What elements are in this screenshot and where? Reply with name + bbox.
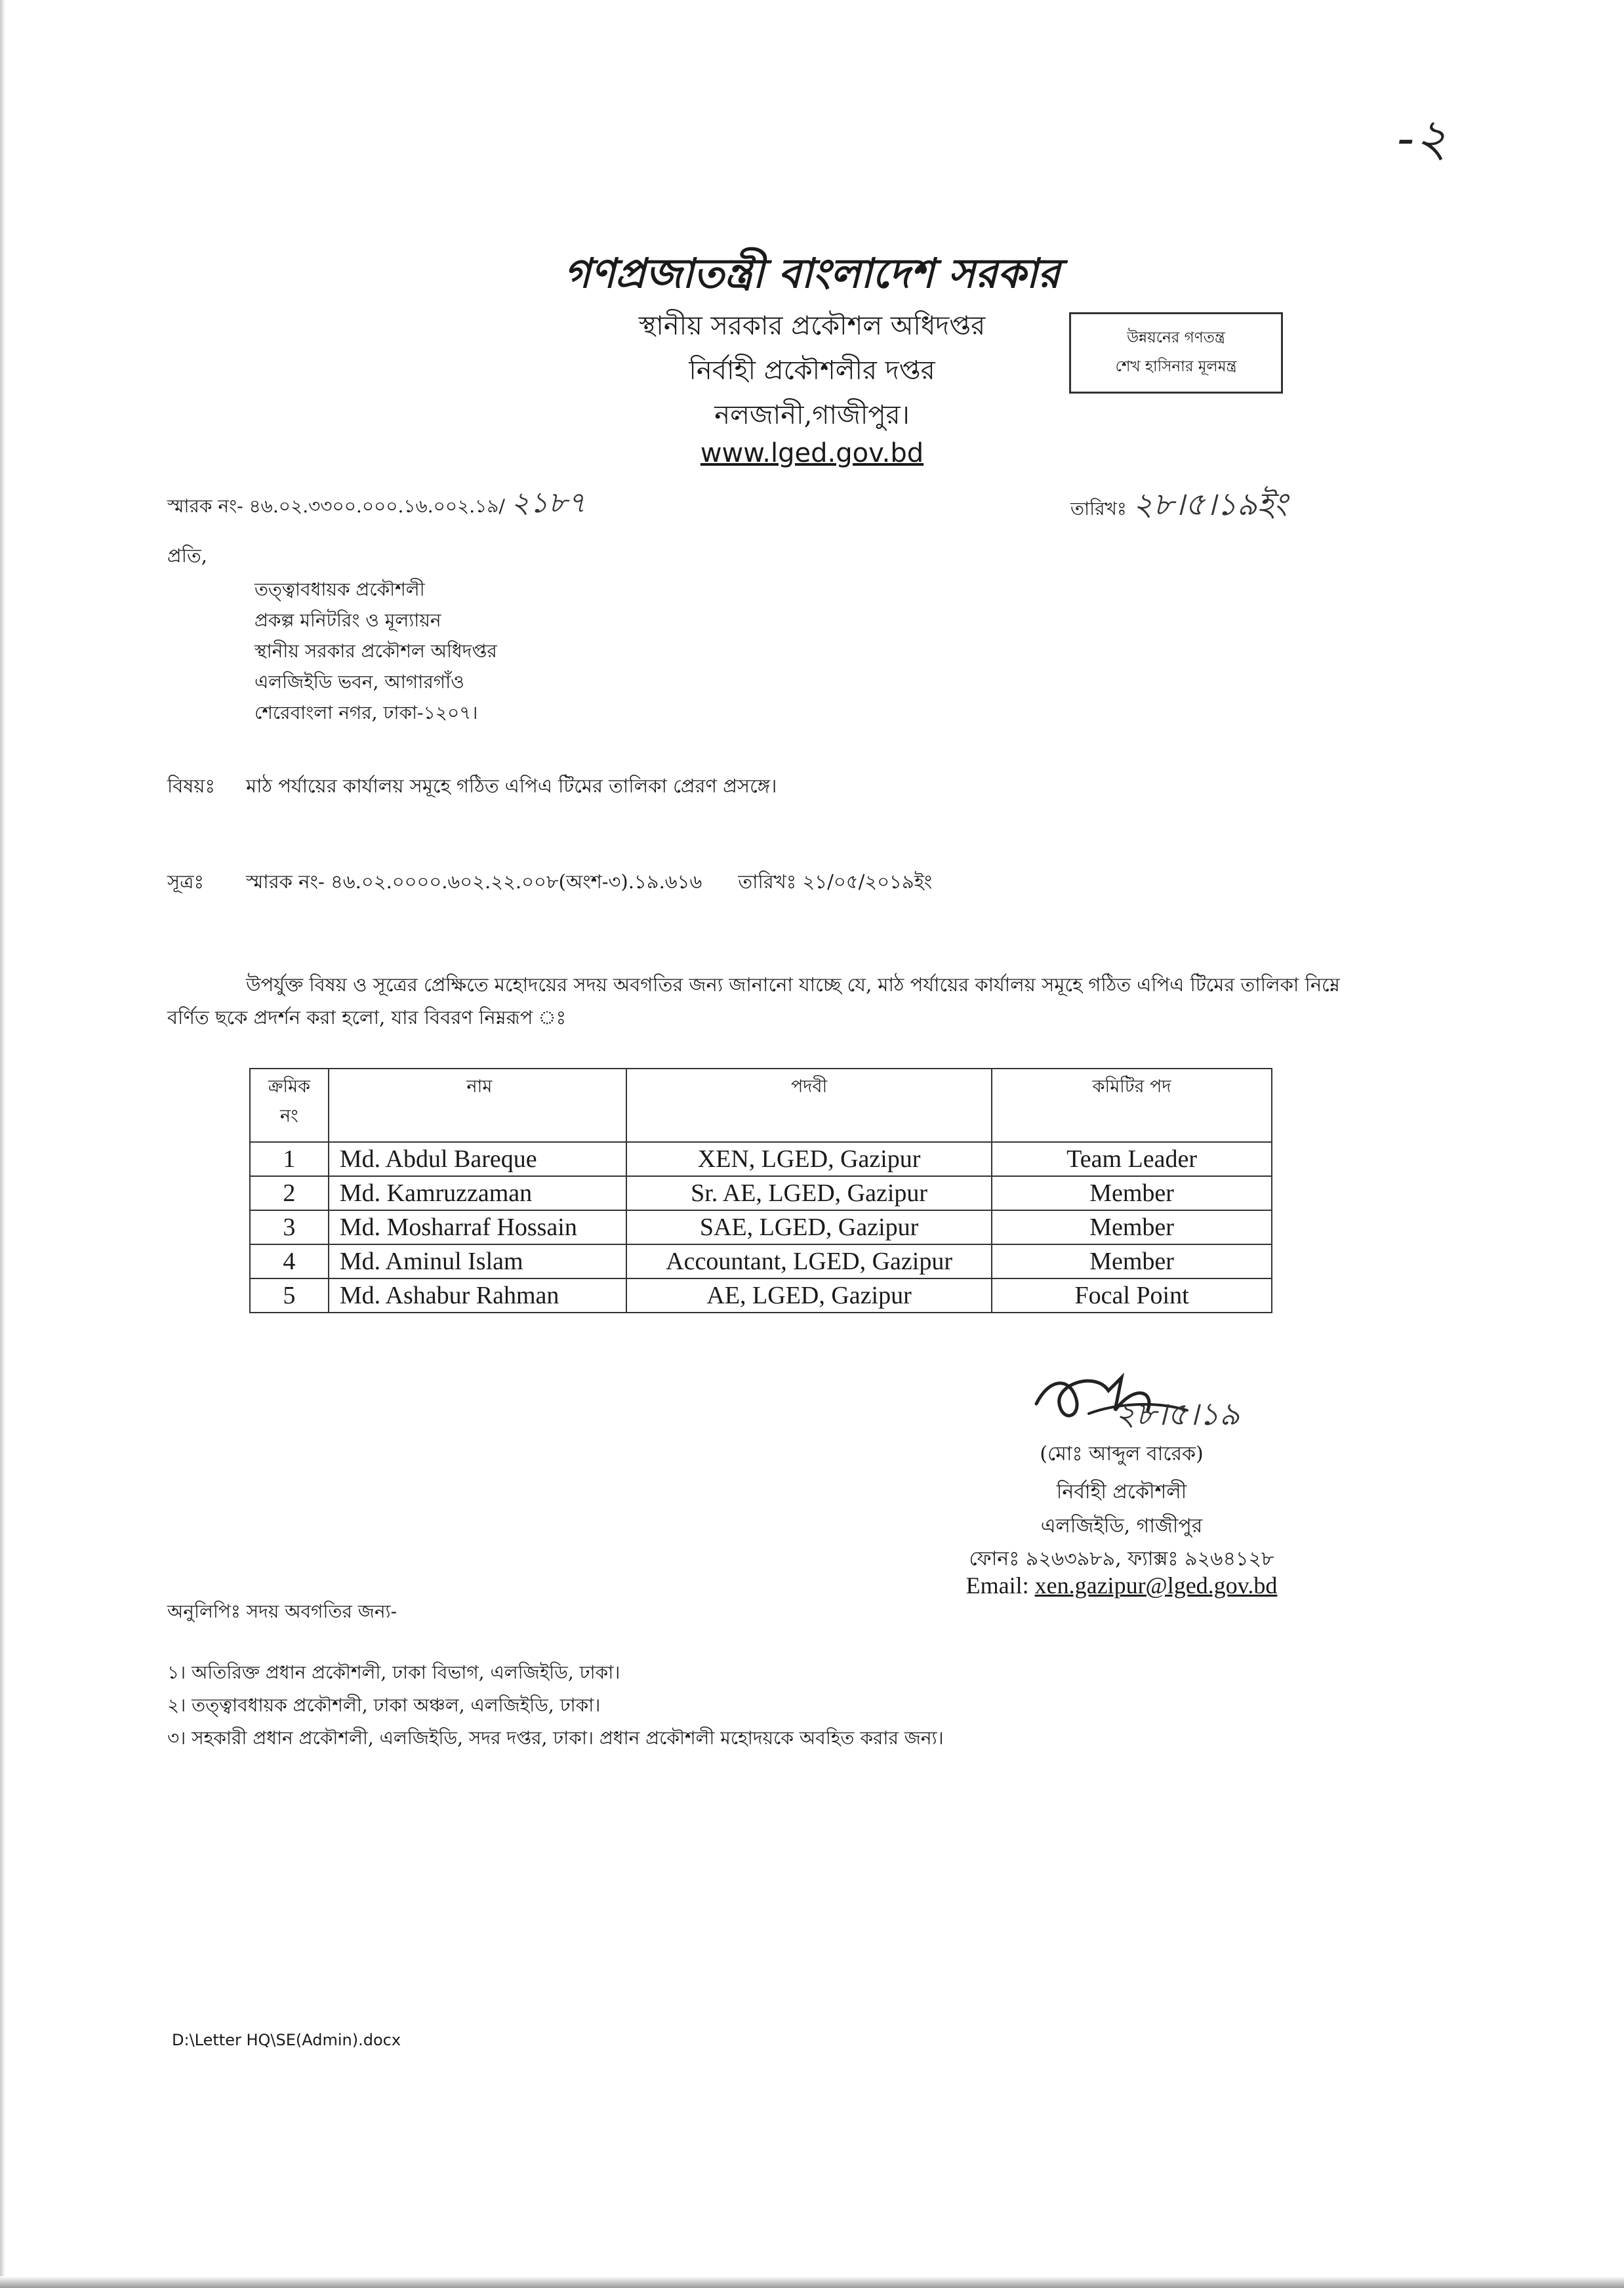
page-number: -২ [1397, 109, 1448, 168]
memo-label: স্মারক নং- ৪৬.০২.৩৩০০.০০০.১৬.০০২.১৯/ [167, 495, 505, 517]
cell-designation: SAE, LGED, Gazipur [626, 1210, 992, 1244]
copy-list [167, 1656, 944, 1755]
signatory-phone-fax: ফোনঃ ৯২৬৩৯৮৯, ফ্যাক্সঃ ৯২৬৪১২৮ [969, 1547, 1274, 1570]
table-row [250, 1278, 1272, 1313]
reference-label: সূত্রঃ [167, 870, 204, 893]
cell-designation: Sr. AE, LGED, Gazipur [626, 1176, 992, 1210]
header-role: কমিটির পদ [992, 1069, 1272, 1142]
office-location: নলজানী,গাজীপুর। [714, 400, 910, 430]
copy-item: ২। তত্ত্বাবধায়ক প্রকৌশলী, ঢাকা অঞ্চল, এলজিইডি, ঢাকা। [167, 1694, 601, 1716]
cell-name: Md. Aminul Islam [329, 1244, 626, 1278]
scan-shadow-bottom [0, 2276, 1624, 2288]
copy-label: অনুলিপিঃ সদয় অবগতির জন্য- [167, 1601, 397, 1622]
motto-line-1: উন্নয়নের গণতন্ত্র [1127, 329, 1225, 346]
cell-role: Member [992, 1244, 1272, 1278]
address-line: তত্ত্বাবধায়ক প্রকৌশলী [254, 579, 425, 600]
motto-line-2: শেখ হাসিনার মূলমন্ত্র [1115, 358, 1237, 375]
reference-date: তারিখঃ ২১/০৫/২০১৯ইং [738, 870, 933, 893]
copy-item: ১। অতিরিক্ত প্রধান প্রকৌশলী, ঢাকা বিভাগ, এলজিইডি, ঢাকা। [167, 1662, 620, 1683]
cell-role: Focal Point [992, 1278, 1272, 1313]
signatory-office: এলজিইডি, গাজীপুর [1040, 1515, 1203, 1538]
reference-line [167, 867, 932, 899]
table-row [250, 1244, 1272, 1278]
email-link[interactable]: xen.gazipur@lged.gov.bd [1034, 1572, 1278, 1599]
cell-designation: AE, LGED, Gazipur [626, 1278, 992, 1313]
cell-serial: 5 [250, 1278, 329, 1313]
cell-designation: Accountant, LGED, Gazipur [626, 1244, 992, 1278]
header-designation: পদবী [626, 1069, 992, 1142]
subject-label: বিষয়ঃ [167, 775, 215, 797]
memo-number-handwritten: ২১৮৭ [510, 486, 586, 520]
email-label: Email: [965, 1572, 1029, 1599]
body-paragraph: উপর্যুক্ত বিষয় ও সূত্রের প্রেক্ষিতে মহোদয়ের সদয় অবগতির জন্য জানানো যাচ্ছে যে, মাঠ পর্যায়ের কার্যালয় সমূহে গঠিত এপিএ টিমের তালিকা নিম্নে বর্ণিত ছকে প্রদর্শন করা হলো, যার বিবরণ নিম্নরূপ ঃ [167, 973, 1340, 1029]
header-serial: ক্রমিক নং [250, 1069, 329, 1142]
apa-team-table [249, 1068, 1272, 1313]
cell-name: Md. Ashabur Rahman [329, 1278, 626, 1313]
cell-serial: 4 [250, 1244, 329, 1278]
website-link[interactable]: www.lged.gov.bd [700, 438, 924, 468]
memo-number [167, 481, 586, 529]
signature-date-handwritten: ২৮।৫।১৯ [1115, 1396, 1240, 1433]
date-handwritten: ২৮।৫।১৯ইং [1132, 486, 1288, 523]
copy-item: ৩। সহকারী প্রধান প্রকৌশলী, এলজিইডি, সদর দপ্তর, ঢাকা। প্রধান প্রকৌশলী মহোদয়কে অবহিত করার জন্য। [167, 1727, 944, 1749]
reference-text: স্মারক নং- ৪৬.০২.০০০০.৬০২.২২.০০৮(অংশ-৩).১৯.৬১৬ [246, 870, 702, 893]
address-line: শেরেবাংলা নগর, ঢাকা-১২০৭। [254, 702, 478, 724]
table-row [250, 1176, 1272, 1210]
signatory-email [905, 1572, 1338, 1599]
cell-role: Team Leader [992, 1142, 1272, 1176]
date-label: তারিখঃ [1070, 498, 1127, 520]
cell-name: Md. Kamruzzaman [329, 1176, 626, 1210]
table-header-row [250, 1069, 1272, 1142]
subject-line [167, 771, 777, 804]
office-name: নির্বাহী প্রকৌশলীর দপ্তর [689, 356, 935, 386]
motto-box [1069, 312, 1283, 394]
subject-text: মাঠ পর্যায়ের কার্যালয় সমূহে গঠিত এপিএ টিমের তালিকা প্রেরণ প্রসঙ্গে। [246, 775, 777, 797]
address-line: স্থানীয় সরকার প্রকৌশল অধিদপ্তর [254, 640, 497, 662]
table-row [250, 1210, 1272, 1244]
cell-role: Member [992, 1176, 1272, 1210]
government-title: গণপ্রজাতন্ত্রী বাংলাদেশ সরকার [563, 249, 1061, 297]
memo-date [1070, 481, 1288, 533]
recipient-address [254, 574, 497, 728]
footer-file-path: D:\Letter HQ\SE(Admin).docx [172, 2031, 401, 2049]
cell-serial: 1 [250, 1142, 329, 1176]
cell-name: Md. Mosharraf Hossain [329, 1210, 626, 1244]
cell-role: Member [992, 1210, 1272, 1244]
header-name: নাম [329, 1069, 626, 1142]
cell-serial: 2 [250, 1176, 329, 1210]
recipient-label: প্রতি, [167, 544, 207, 567]
department-name: স্থানীয় সরকার প্রকৌশল অধিদপ্তর [638, 311, 986, 341]
cell-designation: XEN, LGED, Gazipur [626, 1142, 992, 1176]
signatory-name: (মোঃ আব্দুল বারেক) [1040, 1442, 1204, 1465]
address-line: এলজিইডি ভবন, আগারগাঁও [254, 671, 464, 693]
cell-name: Md. Abdul Bareque [329, 1142, 626, 1176]
signatory-designation: নির্বাহী প্রকৌশলী [1056, 1481, 1187, 1503]
cell-serial: 3 [250, 1210, 329, 1244]
address-line: প্রকল্প মনিটরিং ও মূল্যায়ন [254, 609, 441, 631]
table-row [250, 1142, 1272, 1176]
